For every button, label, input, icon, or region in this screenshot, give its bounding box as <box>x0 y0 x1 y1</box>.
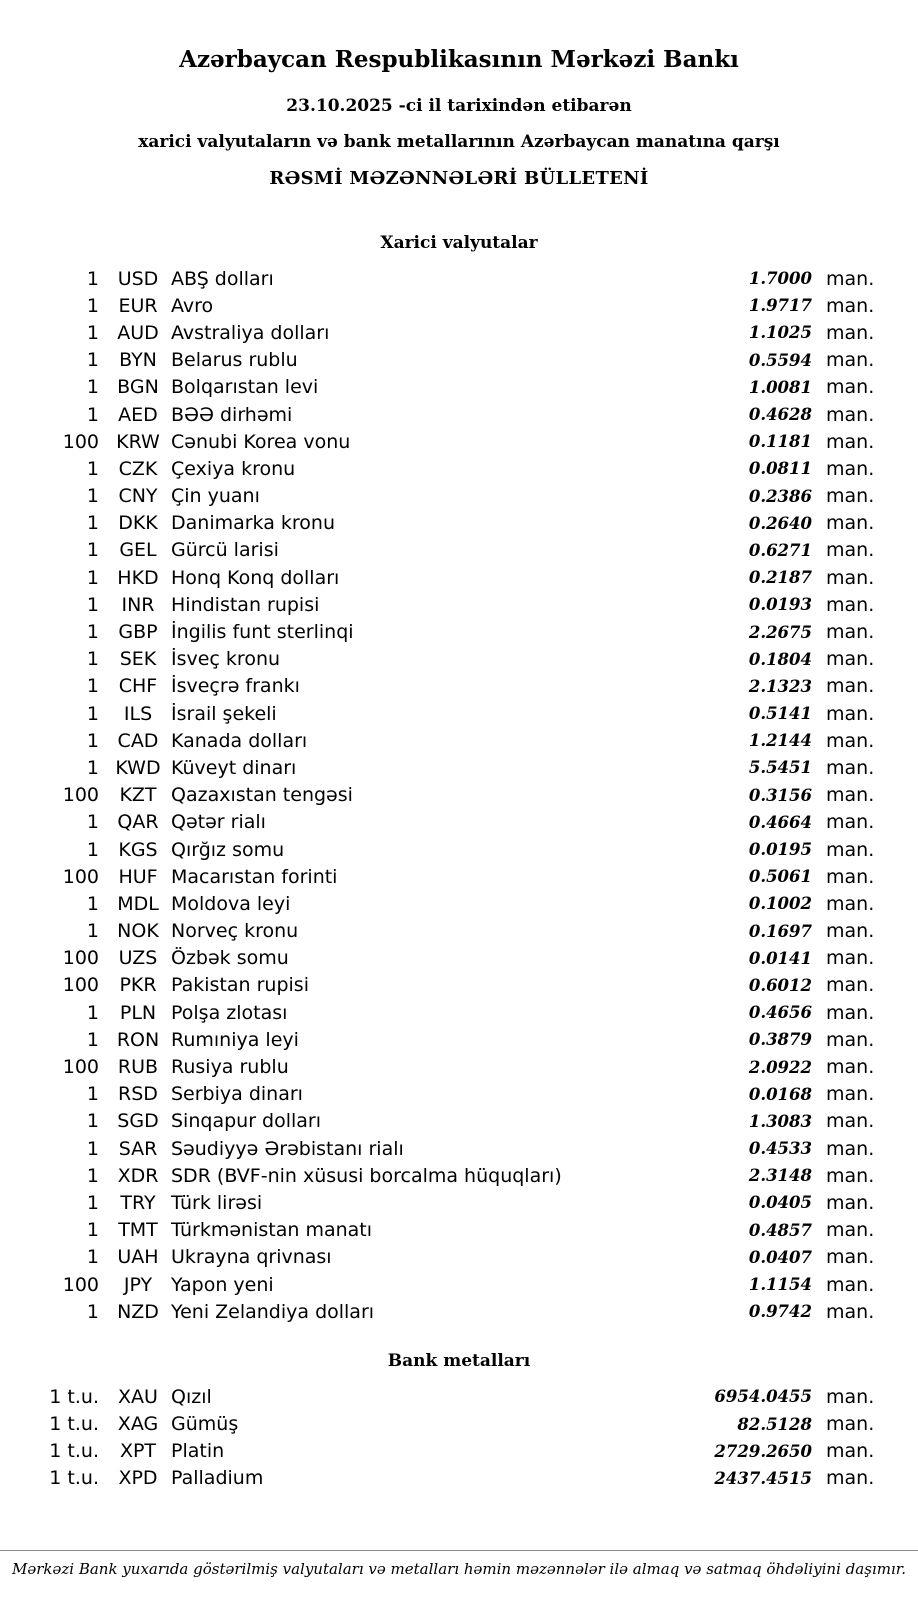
rate-row <box>0 646 918 673</box>
effective-date-line: 23.10.2025 -ci il tarixindən etibarən <box>286 96 632 116</box>
currency-name: Qızıl <box>171 1385 212 1408</box>
currency-name: İsveçrə frankı <box>171 675 300 698</box>
rate-unit-label: man. <box>826 729 875 752</box>
currency-code: TMT <box>118 1219 158 1242</box>
currency-name: Belarus rublu <box>171 349 298 372</box>
rate-unit-label: man. <box>826 1219 875 1242</box>
currency-code: JPY <box>123 1273 153 1296</box>
currency-name: İsrail şekeli <box>171 702 277 725</box>
rate-value: 0.1804 <box>748 649 812 669</box>
currency-name: Polşa zlotası <box>171 1001 288 1024</box>
rate-unit-label: man. <box>826 1467 875 1490</box>
currency-code: UAH <box>117 1246 159 1269</box>
rate-quantity: 1 <box>86 485 99 508</box>
rate-row <box>0 945 918 972</box>
rate-value: 82.5128 <box>737 1414 812 1434</box>
rate-unit-label: man. <box>826 566 875 589</box>
rate-row <box>0 972 918 999</box>
rate-value: 0.0168 <box>748 1084 812 1104</box>
currency-name: Ukrayna qrivnası <box>171 1246 332 1269</box>
rate-quantity: 1 <box>86 1083 99 1106</box>
rate-unit-label: man. <box>826 1385 875 1408</box>
rate-unit-label: man. <box>826 1083 875 1106</box>
rate-row <box>0 510 918 537</box>
rate-value: 0.2386 <box>748 486 812 506</box>
currency-name: Özbək somu <box>171 947 289 970</box>
currency-name: Macarıstan forinti <box>171 865 338 888</box>
rate-row <box>0 374 918 401</box>
rate-quantity: 100 <box>62 784 99 807</box>
rate-quantity: 1 <box>86 376 99 399</box>
rate-value: 0.0405 <box>748 1193 812 1213</box>
currency-code: CZK <box>118 457 158 480</box>
rate-quantity: 100 <box>62 947 99 970</box>
rate-row <box>0 1217 918 1244</box>
rate-quantity: 1 <box>86 1300 99 1323</box>
rate-row <box>0 401 918 428</box>
rate-unit-label: man. <box>826 1300 875 1323</box>
rate-value: 0.6012 <box>748 975 812 995</box>
rate-value: 2.2675 <box>748 622 812 642</box>
rate-value: 1.2144 <box>748 731 812 751</box>
rate-unit-label: man. <box>826 974 875 997</box>
rate-row <box>0 1298 918 1325</box>
rate-row <box>0 591 918 618</box>
currency-code: GBP <box>118 621 158 644</box>
currency-code: HKD <box>117 566 159 589</box>
rate-unit-label: man. <box>826 675 875 698</box>
currency-code: CNY <box>118 485 158 508</box>
currency-name: Danimarka kronu <box>171 512 336 535</box>
rate-quantity: 1 <box>86 457 99 480</box>
rate-unit-label: man. <box>826 947 875 970</box>
rate-value: 0.0141 <box>748 948 812 968</box>
rate-unit-label: man. <box>826 321 875 344</box>
rate-quantity: 1 <box>86 349 99 372</box>
rate-row <box>0 863 918 890</box>
currency-name: Sinqapur dolları <box>171 1110 322 1133</box>
currency-name: Cənubi Korea vonu <box>171 430 351 453</box>
currency-name: Hindistan rupisi <box>171 593 320 616</box>
rate-unit-label: man. <box>826 648 875 671</box>
rate-value: 0.4664 <box>748 812 812 832</box>
rate-quantity: 1 <box>86 1001 99 1024</box>
rate-unit-label: man. <box>826 1440 875 1463</box>
rate-value: 0.0193 <box>748 595 812 615</box>
rate-quantity: 1 <box>86 593 99 616</box>
rate-value: 0.4656 <box>748 1003 812 1023</box>
rate-row <box>0 428 918 455</box>
currency-code: RUB <box>117 1056 159 1079</box>
rate-quantity: 1 <box>86 838 99 861</box>
currency-code: QAR <box>117 811 159 834</box>
rate-value: 0.5141 <box>748 704 812 724</box>
currency-name: Yeni Zelandiya dolları <box>171 1300 375 1323</box>
rate-row <box>0 455 918 482</box>
rate-quantity: 1 <box>86 892 99 915</box>
currency-code: XAG <box>117 1413 159 1436</box>
rate-unit-label: man. <box>826 349 875 372</box>
rate-value: 0.0195 <box>748 840 812 860</box>
rate-unit-label: man. <box>826 593 875 616</box>
rate-value: 0.1181 <box>748 432 812 452</box>
rate-value: 0.4533 <box>748 1139 812 1159</box>
currency-code: XPT <box>119 1440 157 1463</box>
rate-row <box>0 727 918 754</box>
rate-quantity: 1 t.u. <box>49 1467 99 1490</box>
currency-code: SEK <box>119 648 157 671</box>
currency-code: XDR <box>117 1164 159 1187</box>
rate-unit-label: man. <box>826 376 875 399</box>
currency-code: KWD <box>115 756 161 779</box>
currency-code: DKK <box>118 512 158 535</box>
footer-disclaimer: Mərkəzi Bank yuxarıda göstərilmiş valyutaları və metalları həmin məzənnələr ilə almaq və satmaq öhdəliyini daşımır. <box>0 1550 918 1578</box>
rate-unit-label: man. <box>826 702 875 725</box>
rate-quantity: 1 t.u. <box>49 1413 99 1436</box>
rate-unit-label: man. <box>826 920 875 943</box>
rate-quantity: 1 <box>86 729 99 752</box>
currency-code: GEL <box>119 539 157 562</box>
rate-row <box>0 292 918 319</box>
rate-quantity: 1 <box>86 675 99 698</box>
bank-name-title: Azərbaycan Respublikasının Mərkəzi Bankı <box>179 46 739 73</box>
currency-name: Bolqarıstan levi <box>171 376 319 399</box>
rate-quantity: 1 <box>86 267 99 290</box>
currency-code: CHF <box>118 675 158 698</box>
rate-unit-label: man. <box>826 1137 875 1160</box>
currency-name: Qətər rialı <box>171 811 266 834</box>
rate-value: 1.9717 <box>748 296 812 316</box>
currency-code: UZS <box>118 947 158 970</box>
rate-quantity: 1 <box>86 1219 99 1242</box>
rate-unit-label: man. <box>826 1164 875 1187</box>
rate-value: 5.5451 <box>748 758 812 778</box>
rate-row <box>0 1081 918 1108</box>
rate-quantity: 1 <box>86 1164 99 1187</box>
currency-code: ILS <box>123 702 153 725</box>
rate-unit-label: man. <box>826 1413 875 1436</box>
rate-unit-label: man. <box>826 1273 875 1296</box>
currency-name: Qırğız somu <box>171 838 285 861</box>
rate-row <box>0 347 918 374</box>
rate-quantity: 1 <box>86 403 99 426</box>
currency-name: Gürcü larisi <box>171 539 279 562</box>
rate-value: 0.3879 <box>748 1030 812 1050</box>
metal-rate-list <box>0 1383 918 1492</box>
currency-name: Qazaxıstan tengəsi <box>171 784 353 807</box>
rate-quantity: 1 <box>86 1028 99 1051</box>
rate-value: 2437.4515 <box>714 1468 812 1488</box>
currency-name: BƏƏ dirhəmi <box>171 403 293 426</box>
currency-name: Kanada dolları <box>171 729 308 752</box>
rate-unit-label: man. <box>826 756 875 779</box>
document-header <box>0 0 918 189</box>
rate-value: 6954.0455 <box>714 1387 812 1407</box>
rate-row <box>0 1438 918 1465</box>
currency-name: Gümüş <box>171 1413 239 1436</box>
currency-code: PKR <box>119 974 157 997</box>
rate-row <box>0 1135 918 1162</box>
rate-quantity: 1 <box>86 512 99 535</box>
rate-row <box>0 890 918 917</box>
rate-value: 1.7000 <box>748 269 812 289</box>
currency-code: MDL <box>117 892 159 915</box>
rate-quantity: 1 <box>86 1137 99 1160</box>
rate-unit-label: man. <box>826 403 875 426</box>
rate-value: 0.4628 <box>748 405 812 425</box>
rate-quantity: 1 <box>86 1110 99 1133</box>
rate-value: 2729.2650 <box>714 1441 812 1461</box>
currency-name: ABŞ dolları <box>171 267 274 290</box>
currency-code: RON <box>116 1028 160 1051</box>
rate-row <box>0 1053 918 1080</box>
currency-code: SGD <box>117 1110 159 1133</box>
rate-value: 0.2640 <box>748 513 812 533</box>
rate-row <box>0 1108 918 1135</box>
rate-quantity: 1 <box>86 811 99 834</box>
currency-name: Avstraliya dolları <box>171 321 330 344</box>
rate-quantity: 1 <box>86 621 99 644</box>
currency-code: AUD <box>117 321 159 344</box>
currency-code: TRY <box>120 1191 156 1214</box>
rate-quantity: 1 <box>86 702 99 725</box>
rate-row <box>0 1271 918 1298</box>
rate-quantity: 1 <box>86 1246 99 1269</box>
currency-code: KGS <box>118 838 158 861</box>
rate-value: 0.3156 <box>748 785 812 805</box>
metals-section-title: Bank metalları <box>387 1351 531 1372</box>
currency-code: NOK <box>117 920 159 943</box>
rate-quantity: 100 <box>62 1056 99 1079</box>
rate-quantity: 100 <box>62 430 99 453</box>
currency-code: PLN <box>119 1001 157 1024</box>
rate-value: 0.2187 <box>748 568 812 588</box>
currency-code: XAU <box>118 1385 158 1408</box>
rate-unit-label: man. <box>826 294 875 317</box>
rate-row <box>0 537 918 564</box>
rate-unit-label: man. <box>826 512 875 535</box>
currency-code: KRW <box>116 430 160 453</box>
rate-row <box>0 1465 918 1492</box>
rate-unit-label: man. <box>826 485 875 508</box>
rate-quantity: 1 <box>86 756 99 779</box>
rate-value: 2.3148 <box>748 1166 812 1186</box>
rate-quantity: 1 <box>86 566 99 589</box>
rate-value: 0.4857 <box>748 1220 812 1240</box>
currency-code: HUF <box>118 865 158 888</box>
currency-code: KZT <box>119 784 157 807</box>
bulletin-title: RƏSMİ MƏZƏNNƏLƏRİ BÜLLETENİ <box>269 168 649 189</box>
rate-unit-label: man. <box>826 811 875 834</box>
rate-quantity: 100 <box>62 1273 99 1296</box>
rate-value: 0.5594 <box>748 350 812 370</box>
currencies-section-title: Xarici valyutalar <box>380 233 538 253</box>
rate-quantity: 100 <box>62 974 99 997</box>
rate-value: 0.6271 <box>748 540 812 560</box>
rate-quantity: 1 t.u. <box>49 1385 99 1408</box>
rate-unit-label: man. <box>826 1028 875 1051</box>
currency-name: Platin <box>171 1440 225 1463</box>
rate-unit-label: man. <box>826 1246 875 1269</box>
rate-unit-label: man. <box>826 892 875 915</box>
rate-value: 1.3083 <box>748 1111 812 1131</box>
rate-row <box>0 836 918 863</box>
rate-quantity: 1 <box>86 321 99 344</box>
currency-code: INR <box>121 593 155 616</box>
currency-name: Norveç kronu <box>171 920 299 943</box>
rate-value: 0.0407 <box>748 1247 812 1267</box>
currency-name: Rumıniya leyi <box>171 1028 299 1051</box>
rate-value: 0.0811 <box>748 459 812 479</box>
rate-row <box>0 1162 918 1189</box>
rate-row <box>0 999 918 1026</box>
rate-unit-label: man. <box>826 457 875 480</box>
rate-unit-label: man. <box>826 1001 875 1024</box>
rate-unit-label: man. <box>826 865 875 888</box>
currency-name: Honq Konq dolları <box>171 566 340 589</box>
currency-name: İngilis funt sterlinqi <box>171 621 354 644</box>
rate-quantity: 1 <box>86 539 99 562</box>
currency-name: Pakistan rupisi <box>171 974 309 997</box>
currency-name: Avro <box>171 294 214 317</box>
rate-value: 0.1002 <box>748 894 812 914</box>
rate-row <box>0 918 918 945</box>
rate-row <box>0 1026 918 1053</box>
currency-code: USD <box>117 267 159 290</box>
rate-unit-label: man. <box>826 838 875 861</box>
currency-name: Rusiya rublu <box>171 1056 289 1079</box>
rate-row <box>0 1244 918 1271</box>
foreign-currencies-section <box>0 233 918 1325</box>
rate-unit-label: man. <box>826 267 875 290</box>
rate-unit-label: man. <box>826 1056 875 1079</box>
currency-name: Küveyt dinarı <box>171 756 297 779</box>
rate-value: 2.1323 <box>748 676 812 696</box>
currency-name: Səudiyyə Ərəbistanı rialı <box>171 1137 404 1160</box>
rate-unit-label: man. <box>826 1191 875 1214</box>
rate-row <box>0 1383 918 1410</box>
rate-unit-label: man. <box>826 621 875 644</box>
rate-row <box>0 1189 918 1216</box>
rate-row <box>0 673 918 700</box>
rate-row <box>0 319 918 346</box>
currency-code: XPD <box>118 1467 158 1490</box>
currency-name: Yapon yeni <box>171 1273 274 1296</box>
currency-name: SDR (BVF-nin xüsusi borcalma hüquqları) <box>171 1164 562 1187</box>
currency-name: Türkmənistan manatı <box>171 1219 373 1242</box>
rate-value: 1.1025 <box>748 323 812 343</box>
rate-row <box>0 564 918 591</box>
currency-code: AED <box>118 403 158 426</box>
subject-line: xarici valyutaların və bank metallarının Azərbaycan manatına qarşı <box>138 132 780 152</box>
currency-rate-list <box>0 265 918 1325</box>
rate-value: 0.9742 <box>748 1302 812 1322</box>
currency-code: BYN <box>119 349 157 372</box>
currency-code: RSD <box>118 1083 158 1106</box>
rate-quantity: 1 <box>86 1191 99 1214</box>
rate-value: 0.1697 <box>748 921 812 941</box>
currency-name: İsveç kronu <box>171 648 281 671</box>
rate-value: 1.0081 <box>748 377 812 397</box>
rate-quantity: 1 t.u. <box>49 1440 99 1463</box>
currency-name: Moldova leyi <box>171 892 291 915</box>
rate-unit-label: man. <box>826 784 875 807</box>
rate-value: 1.1154 <box>748 1275 812 1295</box>
rate-quantity: 1 <box>86 648 99 671</box>
currency-code: CAD <box>117 729 159 752</box>
currency-name: Serbiya dinarı <box>171 1083 303 1106</box>
currency-code: SAR <box>118 1137 158 1160</box>
rate-unit-label: man. <box>826 1110 875 1133</box>
rate-quantity: 1 <box>86 294 99 317</box>
bank-metals-section <box>0 1351 918 1492</box>
rate-value: 2.0922 <box>748 1057 812 1077</box>
currency-name: Çexiya kronu <box>171 457 296 480</box>
rate-row <box>0 265 918 292</box>
rate-row <box>0 700 918 727</box>
rate-unit-label: man. <box>826 430 875 453</box>
rate-quantity: 1 <box>86 920 99 943</box>
rate-row <box>0 618 918 645</box>
currency-code: NZD <box>117 1300 159 1323</box>
currency-name: Türk lirəsi <box>171 1191 263 1214</box>
rate-row <box>0 1411 918 1438</box>
currency-code: BGN <box>117 376 159 399</box>
rate-row <box>0 809 918 836</box>
currency-code: EUR <box>118 294 158 317</box>
currency-name: Çin yuanı <box>171 485 260 508</box>
currency-name: Palladium <box>171 1467 264 1490</box>
rate-quantity: 100 <box>62 865 99 888</box>
rate-unit-label: man. <box>826 539 875 562</box>
rate-row <box>0 754 918 781</box>
rate-value: 0.5061 <box>748 867 812 887</box>
rate-row <box>0 483 918 510</box>
rate-row <box>0 782 918 809</box>
